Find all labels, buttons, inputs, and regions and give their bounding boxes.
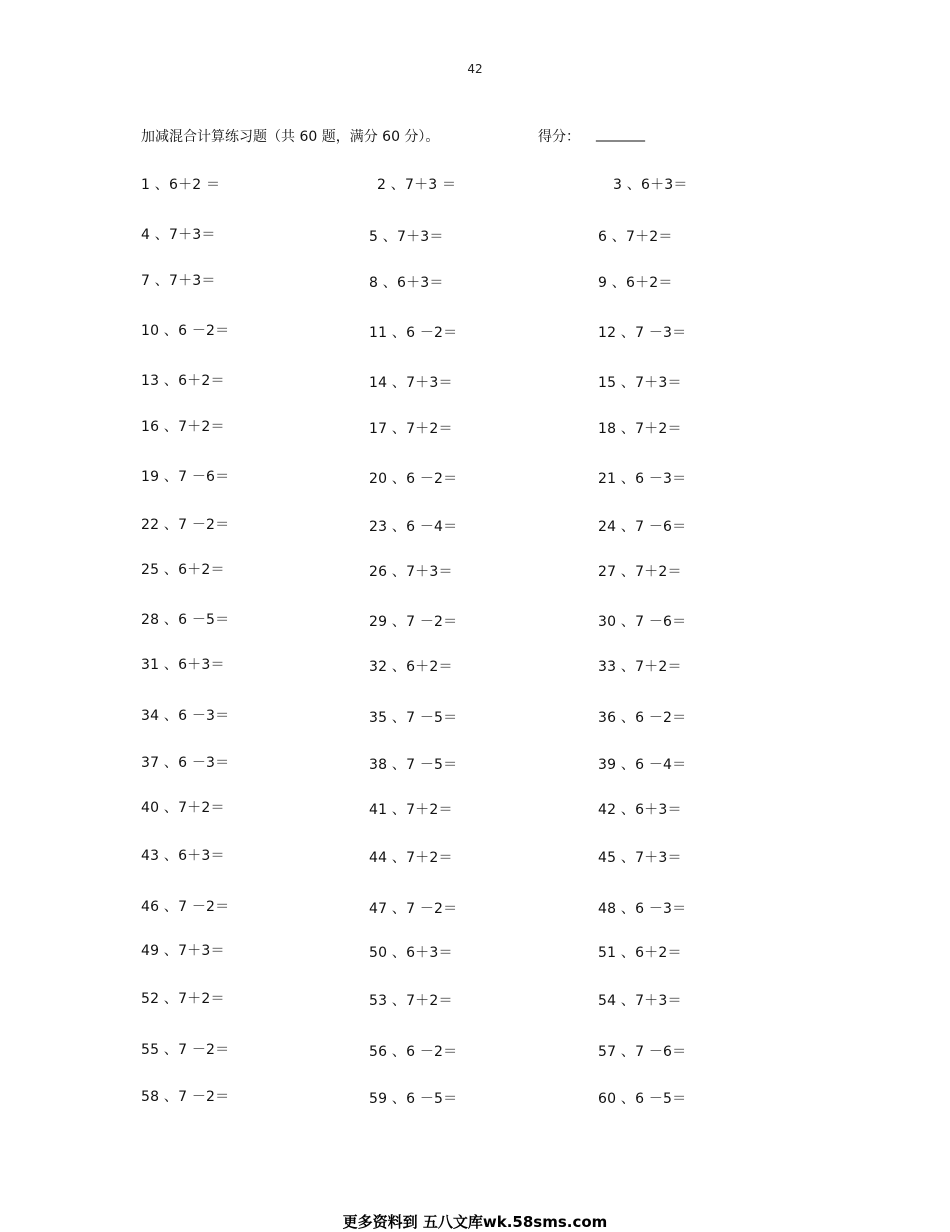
- problem-item: 8 、6＋3＝: [369, 275, 444, 291]
- problem-item: 18 、7＋2＝: [598, 421, 682, 437]
- problem-item: 13 、6＋2＝: [141, 373, 225, 389]
- problem-item: 15 、7＋3＝: [598, 375, 682, 391]
- problem-item: 20 、6 －2＝: [369, 471, 458, 487]
- problem-item: 14 、7＋3＝: [369, 375, 453, 391]
- problem-item: 33 、7＋2＝: [598, 659, 682, 675]
- problem-item: 27 、7＋2＝: [598, 564, 682, 580]
- problem-item: 54 、7＋3＝: [598, 993, 682, 1009]
- problem-item: 2 、7＋3 ＝: [377, 177, 457, 193]
- problem-item: 38 、7 －5＝: [369, 757, 458, 773]
- problem-item: 6 、7＋2＝: [598, 229, 673, 245]
- problem-item: 34 、6 －3＝: [141, 708, 230, 724]
- score-blank: _______: [596, 126, 645, 142]
- problem-item: 31 、6＋3＝: [141, 657, 225, 673]
- problem-item: 49 、7＋3＝: [141, 943, 225, 959]
- problem-item: 25 、6＋2＝: [141, 562, 225, 578]
- problem-item: 4 、7＋3＝: [141, 227, 216, 243]
- problem-item: 43 、6＋3＝: [141, 848, 225, 864]
- problem-item: 28 、6 －5＝: [141, 612, 230, 628]
- problem-item: 1 、6＋2 ＝: [141, 177, 221, 193]
- problem-item: 60 、6 －5＝: [598, 1091, 687, 1107]
- problem-item: 57 、7 －6＝: [598, 1044, 687, 1060]
- problem-item: 44 、7＋2＝: [369, 850, 453, 866]
- problem-item: 53 、7＋2＝: [369, 993, 453, 1009]
- problem-item: 22 、7 －2＝: [141, 517, 230, 533]
- problem-item: 19 、7 －6＝: [141, 469, 230, 485]
- problem-item: 41 、7＋2＝: [369, 802, 453, 818]
- page-number: 42: [467, 62, 483, 76]
- problem-item: 21 、6 －3＝: [598, 471, 687, 487]
- problem-item: 35 、7 －5＝: [369, 710, 458, 726]
- problem-item: 45 、7＋3＝: [598, 850, 682, 866]
- problem-item: 26 、7＋3＝: [369, 564, 453, 580]
- problem-item: 5 、7＋3＝: [369, 229, 444, 245]
- problem-item: 30 、7 －6＝: [598, 614, 687, 630]
- problem-item: 11 、6 －2＝: [369, 325, 458, 341]
- problem-item: 46 、7 －2＝: [141, 899, 230, 915]
- problem-item: 10 、6 －2＝: [141, 323, 230, 339]
- footer-watermark: 更多资料到 五八文库wk.58sms.com: [342, 1213, 608, 1231]
- problem-item: 9 、6＋2＝: [598, 275, 673, 291]
- problem-item: 23 、6 －4＝: [369, 519, 458, 535]
- problem-item: 50 、6＋3＝: [369, 945, 453, 961]
- problem-item: 16 、7＋2＝: [141, 419, 225, 435]
- problem-item: 59 、6 －5＝: [369, 1091, 458, 1107]
- problem-item: 48 、6 －3＝: [598, 901, 687, 917]
- problem-item: 24 、7 －6＝: [598, 519, 687, 535]
- problem-item: 37 、6 －3＝: [141, 755, 230, 771]
- score-label: 得分：: [538, 129, 580, 145]
- problem-item: 29 、7 －2＝: [369, 614, 458, 630]
- problem-item: 36 、6 －2＝: [598, 710, 687, 726]
- problem-item: 52 、7＋2＝: [141, 991, 225, 1007]
- problem-item: 56 、6 －2＝: [369, 1044, 458, 1060]
- problem-item: 3 、6＋3＝: [613, 177, 688, 193]
- worksheet-title: 加减混合计算练习题（共 60 题，满分 60 分）。: [141, 129, 440, 145]
- problem-item: 51 、6＋2＝: [598, 945, 682, 961]
- problem-item: 39 、6 －4＝: [598, 757, 687, 773]
- problem-item: 58 、7 －2＝: [141, 1089, 230, 1105]
- problem-item: 42 、6＋3＝: [598, 802, 682, 818]
- problem-item: 17 、7＋2＝: [369, 421, 453, 437]
- problem-item: 47 、7 －2＝: [369, 901, 458, 917]
- problem-item: 55 、7 －2＝: [141, 1042, 230, 1058]
- problem-item: 40 、7＋2＝: [141, 800, 225, 816]
- problem-item: 7 、7＋3＝: [141, 273, 216, 289]
- problem-item: 12 、7 －3＝: [598, 325, 687, 341]
- problem-item: 32 、6＋2＝: [369, 659, 453, 675]
